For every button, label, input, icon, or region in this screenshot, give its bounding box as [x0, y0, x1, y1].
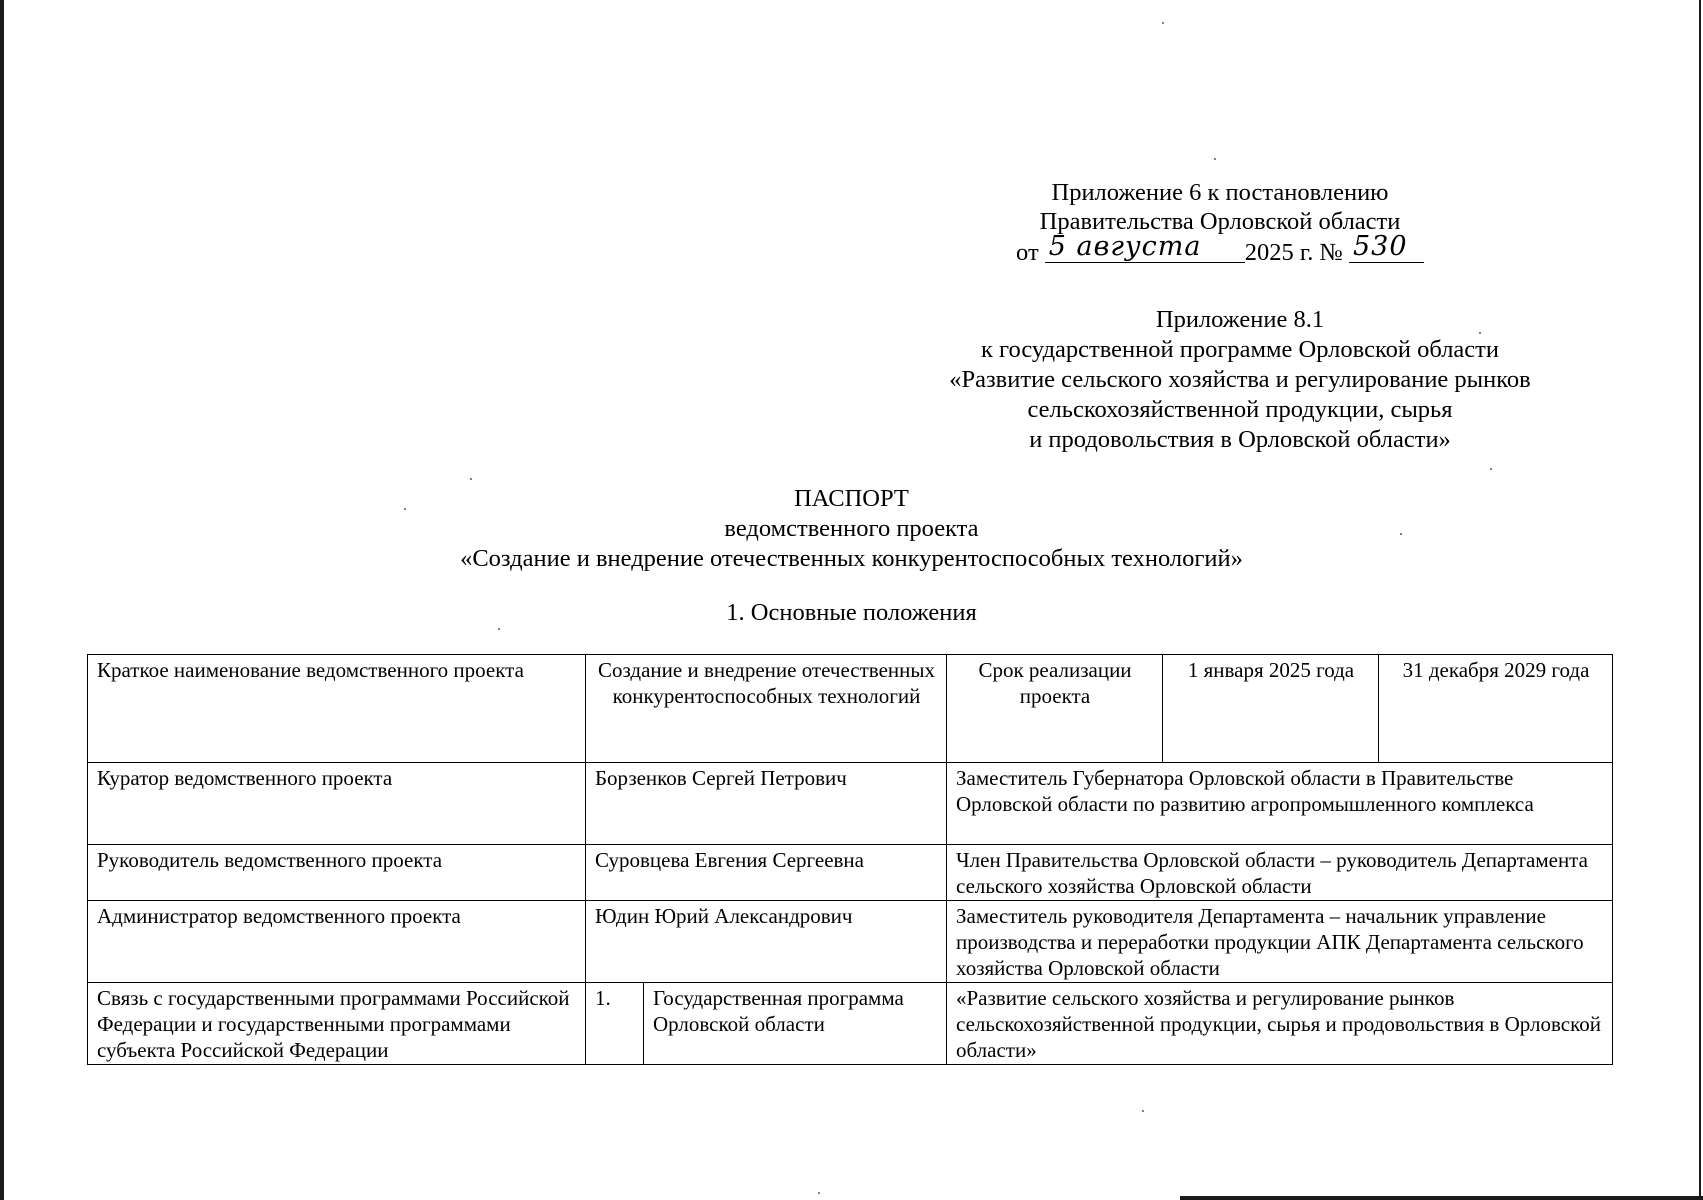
table-row: [88, 763, 1613, 845]
year-number-label: 2025 г. №: [1244, 239, 1343, 266]
administrator-position: Заместитель руководителя Департамента – начальник управление производства и переработки продукции АПК Департамента сельского хозяйства Орловской области: [947, 901, 1613, 983]
programs-link-label: Связь с государственными программами Российской Федерации и государственными программами субъекта Российской Федерации: [88, 983, 586, 1065]
scan-speck: [818, 1192, 820, 1194]
scan-edge-bottom: [1180, 1196, 1703, 1200]
table-row: [88, 983, 1613, 1065]
administrator-name: Юдин Юрий Александрович: [586, 901, 947, 983]
curator-position: Заместитель Губернатора Орловской области в Правительстве Орловской области по развитию агропромышленного комплекса: [947, 763, 1613, 845]
handwritten-date: 5 августа: [1048, 231, 1202, 262]
project-short-name-value: Создание и внедрение отечественных конкурентоспособных технологий: [586, 655, 947, 763]
annex-line-2: к государственной программе Орловской области: [981, 336, 1499, 363]
date-prefix: от: [1016, 239, 1039, 266]
scan-speck: [1490, 468, 1492, 470]
attachment-line-2: Правительства Орловской области: [1039, 208, 1401, 235]
administrator-label: Администратор ведомственного проекта: [88, 901, 586, 983]
table-row: [88, 901, 1613, 983]
annex-line-5: и продовольствия в Орловской области»: [1029, 426, 1451, 453]
program-type: Государственная программа Орловской области: [644, 983, 947, 1065]
head-label: Руководитель ведомственного проекта: [88, 845, 586, 901]
table-row: [88, 655, 1613, 763]
scan-speck: [1162, 22, 1164, 24]
scan-speck: [470, 478, 472, 480]
annex-header: [870, 305, 1610, 455]
curator-label: Куратор ведомственного проекта: [88, 763, 586, 845]
handwritten-number: 530: [1352, 231, 1408, 262]
curator-name: Борзенков Сергей Петрович: [586, 763, 947, 845]
term-start: 1 января 2025 года: [1163, 655, 1379, 763]
date-field: [1045, 231, 1245, 263]
scan-speck: [1142, 1110, 1144, 1112]
number-field: [1349, 231, 1424, 263]
passport-heading: [0, 484, 1703, 574]
scan-speck: [498, 628, 500, 630]
passport-project-name: «Создание и внедрение отечественных конкурентоспособных технологий»: [460, 545, 1243, 572]
table-row: [88, 845, 1613, 901]
head-position: Член Правительства Орловской области – руководитель Департамента сельского хозяйства Орловской области: [947, 845, 1613, 901]
passport-title: ПАСПОРТ: [794, 485, 909, 512]
head-name: Суровцева Евгения Сергеевна: [586, 845, 947, 901]
annex-line-1: Приложение 8.1: [1155, 306, 1325, 333]
passport-subtitle: ведомственного проекта: [724, 515, 979, 542]
annex-line-4: сельскохозяйственной продукции, сырья: [1027, 396, 1453, 423]
program-name: «Развитие сельского хозяйства и регулирование рынков сельскохозяйственной продукции, сырья и продовольствия в Орловской области»: [947, 983, 1613, 1065]
attachment-line-1: Приложение 6 к постановлению: [1051, 179, 1389, 206]
term-label: Срок реализации проекта: [947, 655, 1163, 763]
term-end: 31 декабря 2029 года: [1379, 655, 1613, 763]
program-number: 1.: [586, 983, 644, 1065]
section-title: 1. Основные положения: [726, 599, 977, 626]
annex-line-3: «Развитие сельского хозяйства и регулирование рынков: [949, 366, 1531, 393]
scan-speck: [1214, 158, 1216, 160]
attachment-header: [980, 178, 1460, 267]
main-provisions-table: [87, 654, 1613, 1065]
attachment-date-line: [980, 231, 1460, 267]
project-short-name-label: Краткое наименование ведомственного проекта: [88, 655, 586, 763]
